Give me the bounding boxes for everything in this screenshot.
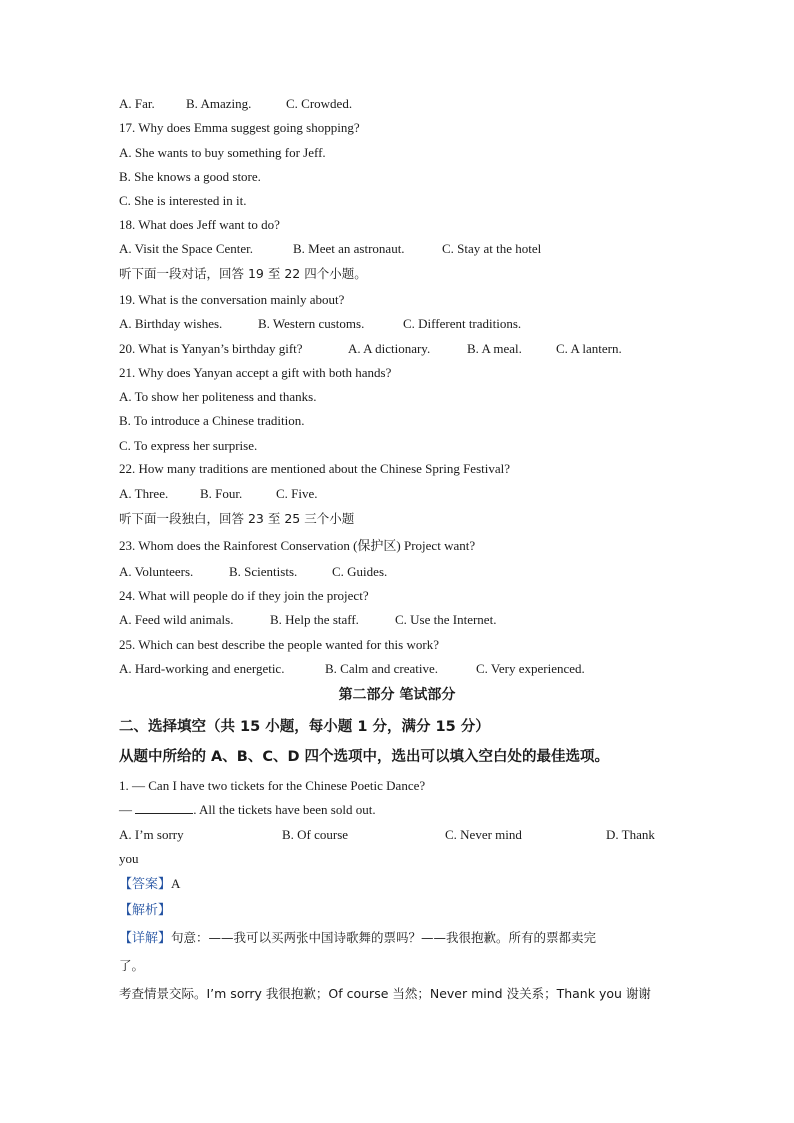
answer-tag: 【答案】 <box>119 877 172 892</box>
q17-option-b: B. She knows a good store. <box>119 169 261 184</box>
q22-option-a: A. Three. <box>119 486 169 501</box>
analysis-tag: 【解析】 <box>119 903 172 918</box>
w1-dash: — <box>119 802 136 817</box>
w1-detail-line1 <box>119 929 596 948</box>
q23-option-a: A. Volunteers. <box>119 564 194 579</box>
q19-option-a: A. Birthday wishes. <box>119 316 223 331</box>
part2-title: 第二部分 笔试部分 <box>338 687 456 703</box>
q23-option-b: B. Scientists. <box>229 564 298 579</box>
q18-option-c: C. Stay at the hotel <box>442 241 542 256</box>
q20-option-a: A. A dictionary. <box>348 341 431 356</box>
q22-option-b: B. Four. <box>200 486 243 501</box>
w1-answer-blank <box>135 801 193 814</box>
q24-option-c: C. Use the Internet. <box>395 612 497 627</box>
q20-question: 20. What is Yanyan’s birthday gift? <box>119 341 303 356</box>
section2-title: 二、选择填空（共 15 小题，每小题 1 分，满分 15 分） <box>119 719 490 735</box>
w1-question-line2-text: . All the tickets have been sold out. <box>193 802 376 817</box>
w1-option-b: B. Of course <box>282 827 349 842</box>
w1-question-line2 <box>119 801 376 819</box>
q21-option-a: A. To show her politeness and thanks. <box>119 389 317 404</box>
q17-question: 17. Why does Emma suggest going shopping? <box>119 120 360 135</box>
q23-option-c: C. Guides. <box>332 564 388 579</box>
detail-text: 句意：——我可以买两张中国诗歌舞的票吗？——我很抱歉。所有的票都卖完 <box>171 930 597 945</box>
q18-option-b: B. Meet an astronaut. <box>293 241 405 256</box>
q24-option-b: B. Help the staff. <box>270 612 359 627</box>
q18-question: 18. What does Jeff want to do? <box>119 217 280 232</box>
q23-question: 23. Whom does the Rainforest Conservation (保护区) Project want? <box>119 538 476 553</box>
q19-option-c: C. Different traditions. <box>403 316 522 331</box>
q22-question: 22. How many traditions are mentioned about the Chinese Spring Festival? <box>119 461 511 476</box>
detail-tag: 【详解】 <box>119 931 172 946</box>
monolog-instruction: 听下面一段独白，回答 23 至 25 三个小题 <box>119 511 355 526</box>
q17-option-a: A. She wants to buy something for Jeff. <box>119 145 326 160</box>
q24-option-a: A. Feed wild animals. <box>119 612 234 627</box>
q19-option-b: B. Western customs. <box>258 316 365 331</box>
w1-detail-line2: 了。 <box>119 958 145 973</box>
dialog-instruction: 听下面一段对话，回答 19 至 22 四个小题。 <box>119 266 367 281</box>
w1-option-d: D. Thank <box>606 827 655 842</box>
q16-option-b: B. Amazing. <box>186 96 252 111</box>
w1-option-d-wrap: you <box>119 851 139 866</box>
q21-question: 21. Why does Yanyan accept a gift with both hands? <box>119 365 392 380</box>
section2-instruction: 从题中所给的 A、B、C、D 四个选项中，选出可以填入空白处的最佳选项。 <box>119 749 610 765</box>
q16-option-c: C. Crowded. <box>286 96 353 111</box>
w1-detail-line3: 考查情景交际。I’m sorry 我很抱歉；Of course 当然；Never mind 没关系；Thank you 谢谢 <box>119 986 651 1001</box>
q18-option-a: A. Visit the Space Center. <box>119 241 254 256</box>
w1-answer <box>119 875 180 894</box>
q25-option-a: A. Hard-working and energetic. <box>119 661 285 676</box>
q21-option-b: B. To introduce a Chinese tradition. <box>119 413 305 428</box>
q20-option-c: C. A lantern. <box>556 341 622 356</box>
q16-option-a: A. Far. <box>119 96 155 111</box>
q25-option-b: B. Calm and creative. <box>325 661 438 676</box>
answer-value: A <box>171 876 181 891</box>
w1-question-line1: 1. — Can I have two tickets for the Chinese Poetic Dance? <box>119 778 426 793</box>
q20-option-b: B. A meal. <box>467 341 522 356</box>
w1-option-c: C. Never mind <box>445 827 522 842</box>
w1-option-a: A. I’m sorry <box>119 827 184 842</box>
q22-option-c: C. Five. <box>276 486 318 501</box>
q17-option-c: C. She is interested in it. <box>119 193 247 208</box>
q25-question: 25. Which can best describe the people wanted for this work? <box>119 637 439 652</box>
q19-question: 19. What is the conversation mainly about? <box>119 292 345 307</box>
q24-question: 24. What will people do if they join the project? <box>119 588 369 603</box>
q25-option-c: C. Very experienced. <box>476 661 585 676</box>
q21-option-c: C. To express her surprise. <box>119 438 258 453</box>
